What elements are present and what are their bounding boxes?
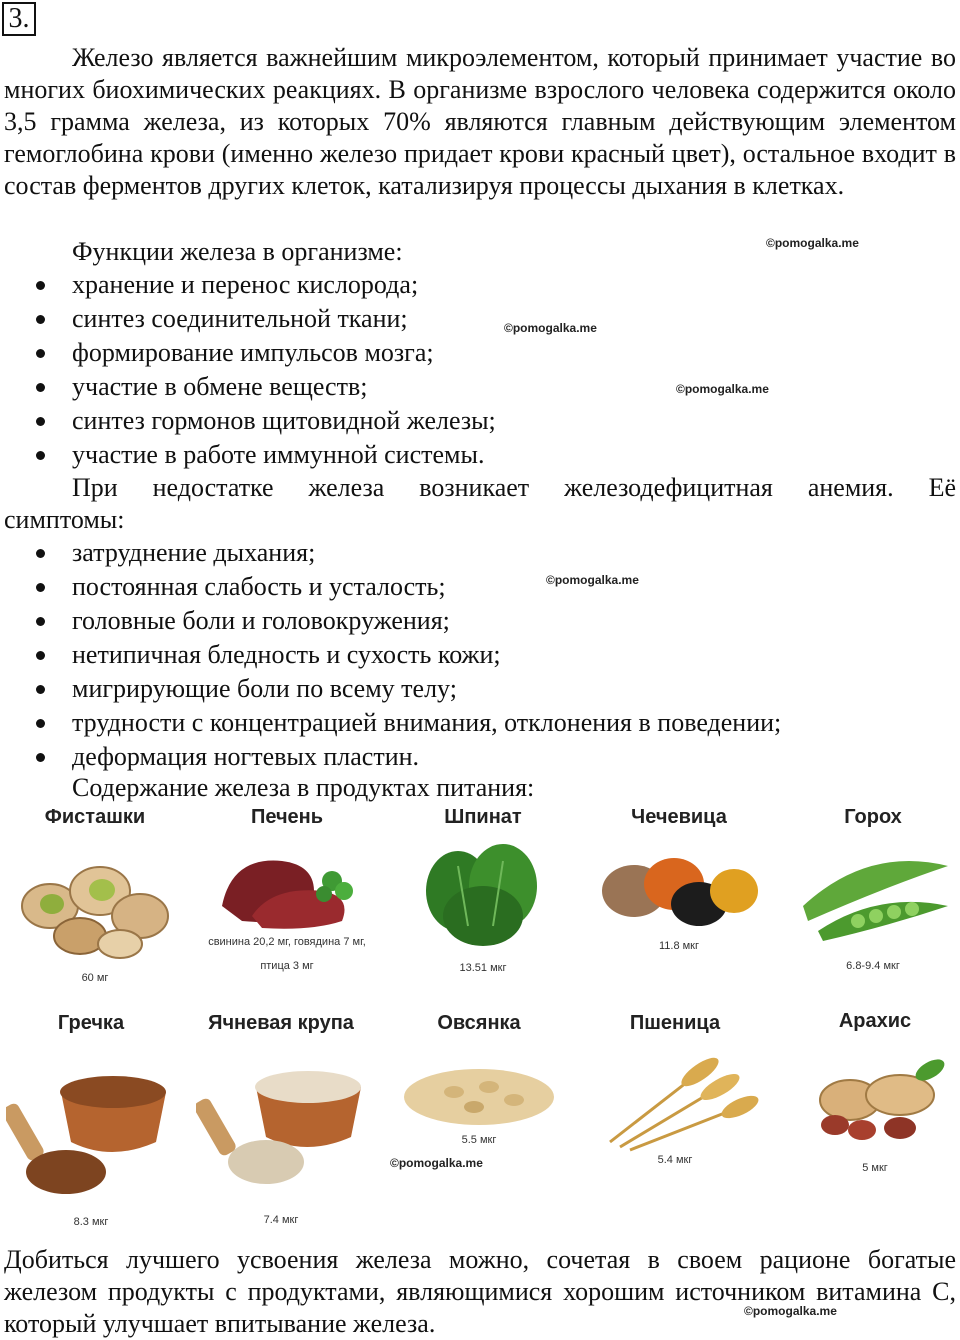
food-card-spinach <box>388 806 578 1006</box>
watermark: ©pomogalka.me <box>390 1156 483 1170</box>
oatmeal-image <box>394 1042 564 1132</box>
food-name: Гречка <box>57 1012 125 1034</box>
list-item: синтез гормонов щитовидной железы; <box>30 404 956 438</box>
food-card-buckwheat <box>0 1012 186 1228</box>
list-item: деформация ногтевых пластин. <box>30 740 956 774</box>
products-heading: Содержание железа в продуктах питания: <box>72 773 535 802</box>
symptoms-list <box>30 536 956 774</box>
food-amount: 8.3 мкг <box>73 1216 109 1228</box>
watermark: ©pomogalka.me <box>504 321 597 335</box>
food-amount: 60 мг <box>81 972 109 984</box>
food-amount: 6.8-9.4 мкг <box>846 960 900 972</box>
spinach-image <box>398 836 568 956</box>
task-number: 3. <box>2 2 36 36</box>
lentils-image <box>594 836 764 936</box>
food-card-oatmeal <box>384 1012 574 1212</box>
intro-paragraph: Железо является важнейшим микроэлементом, который принимает участие во многих биохимических реакциях. В организме взрослого человека содержится около 3,5 грамма железа, из которых 70% являются главным действующим элементом гемоглобина крови (именно железо придает крови красный цвет), остальное входит в состав ферментов других клеток, катализируя процессы дыхания в клетках. <box>4 43 956 200</box>
food-amount: 11.8 мкг <box>658 940 700 952</box>
watermark: ©pomogalka.me <box>766 236 859 250</box>
food-name: Горох <box>844 806 902 828</box>
list-item: постоянная слабость и усталость; <box>30 570 956 604</box>
barley-grits-image <box>196 1042 366 1192</box>
watermark: ©pomogalka.me <box>676 382 769 396</box>
food-amount: 5 мкг <box>862 1162 888 1174</box>
food-name: Чечевица <box>631 806 727 828</box>
food-card-peanuts <box>780 1010 960 1210</box>
list-item: трудности с концентрацией внимания, отклонения в поведении; <box>30 706 956 740</box>
peas-image <box>788 836 958 946</box>
food-name: Шпинат <box>444 806 522 828</box>
food-card-pistachios <box>0 806 190 1006</box>
list-item: головные боли и головокружения; <box>30 604 956 638</box>
food-card-liver <box>192 806 382 1006</box>
food-amount: 5.5 мкг <box>461 1134 497 1146</box>
functions-heading: Функции железа в организме: <box>72 237 403 266</box>
list-item: формирование импульсов мозга; <box>30 336 956 370</box>
list-item: участие в обмене веществ; <box>30 370 956 404</box>
list-item: затруднение дыхания; <box>30 536 956 570</box>
food-name: Ячневая крупа <box>208 1012 354 1034</box>
food-name: Фисташки <box>44 806 146 828</box>
food-name: Печень <box>250 806 324 828</box>
buckwheat-image <box>6 1042 176 1202</box>
liver-image <box>202 836 372 936</box>
wheat-image <box>590 1042 760 1152</box>
list-item: участие в работе иммунной системы. <box>30 438 956 472</box>
list-item: нетипичная бледность и сухость кожи; <box>30 638 956 672</box>
watermark: ©pomogalka.me <box>546 573 639 587</box>
food-name: Пшеница <box>629 1012 721 1034</box>
food-name: Арахис <box>838 1010 912 1032</box>
watermark: ©pomogalka.me <box>744 1304 837 1318</box>
food-card-barley-grits <box>186 1012 376 1226</box>
functions-list <box>30 268 956 472</box>
food-amount: 13.51 мкг <box>459 962 507 974</box>
food-amount: 5.4 мкг <box>657 1154 693 1166</box>
list-item: хранение и перенос кислорода; <box>30 268 956 302</box>
food-amount: свинина 20,2 мг, говядина 7 мг, птица 3 мг <box>208 936 366 972</box>
food-card-lentils <box>584 806 774 1006</box>
food-card-peas <box>778 806 960 1006</box>
deficiency-line-2: симптомы: <box>4 505 125 534</box>
list-item: синтез соединительной ткани; <box>30 302 956 336</box>
list-item: мигрирующие боли по всему телу; <box>30 672 956 706</box>
deficiency-line-1: При недостатке железа возникает железодефицитная анемия. Её <box>72 473 956 502</box>
conclusion-paragraph: Добиться лучшего усвоения железа можно, сочетая в своем рационе богатые железом продукты с продуктами, являющимися хорошим источником витамина C, который улучшает впитывание железа. <box>4 1245 956 1338</box>
pistachios-image <box>10 836 180 966</box>
food-card-wheat <box>580 1012 770 1212</box>
peanuts-image <box>790 1040 960 1150</box>
food-name: Овсянка <box>437 1012 521 1034</box>
food-amount: 7.4 мкг <box>263 1214 299 1226</box>
